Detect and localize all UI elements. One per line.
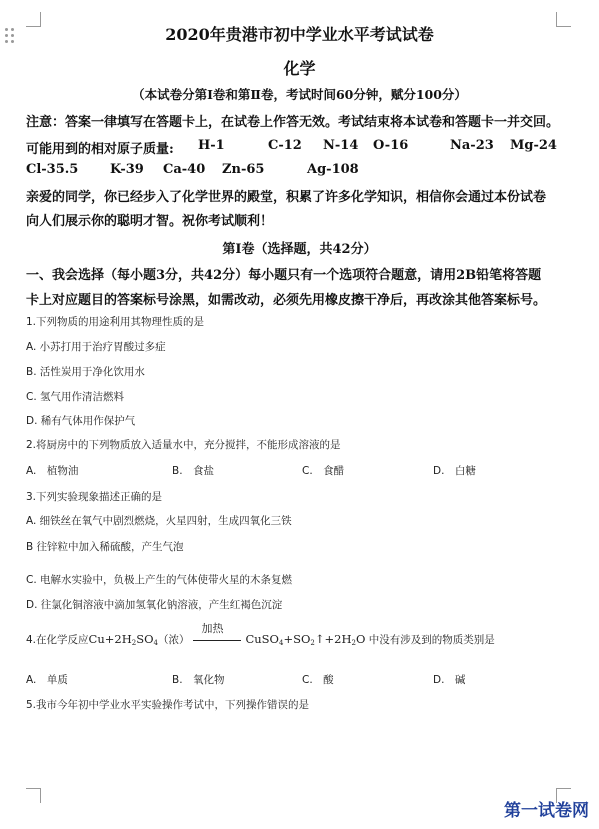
question-option: C. 酸 [302, 674, 334, 686]
greeting-line: 亲爱的同学，你已经步入了化学世界的殿堂，积累了许多化学知识，相信你会通过本份试卷 [26, 190, 547, 205]
instruction-line: 一、我会选择（每小题3分，共42分）每小题只有一个选项符合题意，请用2B铅笔将答题 [26, 268, 542, 283]
question-option: D. 稀有气体用作保护气 [26, 415, 136, 427]
reaction-condition: 加热 [201, 622, 224, 635]
question-option: D. 往氯化铜溶液中滴加氢氧化钠溶液，产生红褐色沉淀 [26, 599, 283, 611]
section-heading: 第Ⅰ卷（选择题，共42分） [222, 242, 377, 257]
atomic-mass-item: K-39 [110, 162, 144, 177]
question-stem: 1.下列物质的用途利用其物理性质的是 [26, 316, 205, 328]
crop-mark-bottom-left [26, 788, 41, 803]
reaction-arrow [189, 622, 245, 646]
question-option: B. 氧化物 [172, 674, 225, 686]
atomic-mass-item: Na-23 [450, 138, 494, 153]
equation-reactants: $Cu+2H_2SO_4$ [88, 632, 158, 647]
exam-subject: 化学 [283, 59, 316, 78]
exam-title: 2020年贵港市初中学业水平考试试卷 [165, 25, 434, 44]
question-option: C. 氢气用作清洁燃料 [26, 391, 125, 403]
exam-info: （本试卷分第Ⅰ卷和第Ⅱ卷，考试时间60分钟，赋分100分） [132, 87, 467, 102]
question-option: A. 单质 [26, 674, 68, 686]
atomic-mass-item: Ca-40 [163, 162, 206, 177]
question-option: B. 活性炭用于净化饮用水 [26, 366, 145, 378]
atomic-mass-item: Mg-24 [510, 138, 557, 153]
atomic-mass-item: Ag-108 [307, 162, 359, 177]
question-stem: 5.我市今年初中学业水平实验操作考试中，下列操作错误的是 [26, 699, 310, 711]
atomic-mass-item: Zn-65 [222, 162, 265, 177]
question-option: D. 碱 [433, 674, 466, 686]
question-stem: 4.在化学反应$Cu+2H_2SO_4$（浓） 加热 $CuSO_4+SO_2↑+2H_2O$ 中没有涉及到的物质类别是 [26, 622, 495, 647]
atomic-mass-item: C-12 [268, 138, 302, 153]
question-option: C. 食醋 [302, 465, 345, 477]
equation-products: $CuSO_4+SO_2↑+2H_2O$ [245, 632, 366, 647]
atomic-mass-label: 可能用到的相对原子质量: [26, 142, 174, 157]
question-option: B. 食盐 [172, 465, 215, 477]
atomic-mass-item: Cl-35.5 [26, 162, 79, 177]
watermark-logo: 第一试卷网 [504, 801, 589, 821]
instruction-line: 卡上对应题目的答案标号涂黑，如需改动，必须先用橡皮擦干净后，再改涂其他答案标号。 [26, 293, 547, 308]
atomic-mass-item: N-14 [323, 138, 359, 153]
atomic-mass-item: H-1 [198, 138, 225, 153]
question-stem: 2.将厨房中的下列物质放入适量水中，充分搅拌，不能形成溶液的是 [26, 439, 341, 451]
question-option: D. 白糖 [433, 465, 476, 477]
atomic-mass-item: O-16 [373, 138, 409, 153]
greeting-line: 向人们展示你的聪明才智。祝你考试顺利！ [26, 214, 274, 229]
question-option: A. 植物油 [26, 465, 79, 477]
question-stem: 3.下列实验现象描述正确的是 [26, 491, 163, 503]
question-option: A. 小苏打用于治疗胃酸过多症 [26, 341, 166, 353]
question-option: C. 电解水实验中，负极上产生的气体使带火星的木条复燃 [26, 574, 293, 586]
question-option: B 往锌粒中加入稀硫酸，产生气泡 [26, 541, 184, 553]
notice: 注意：答案一律填写在答题卡上，在试卷上作答无效。考试结束将本试卷和答题卡一并交回。 [26, 115, 560, 130]
question-option: A. 细铁丝在氧气中剧烈燃烧，火星四射，生成四氧化三铁 [26, 515, 292, 527]
